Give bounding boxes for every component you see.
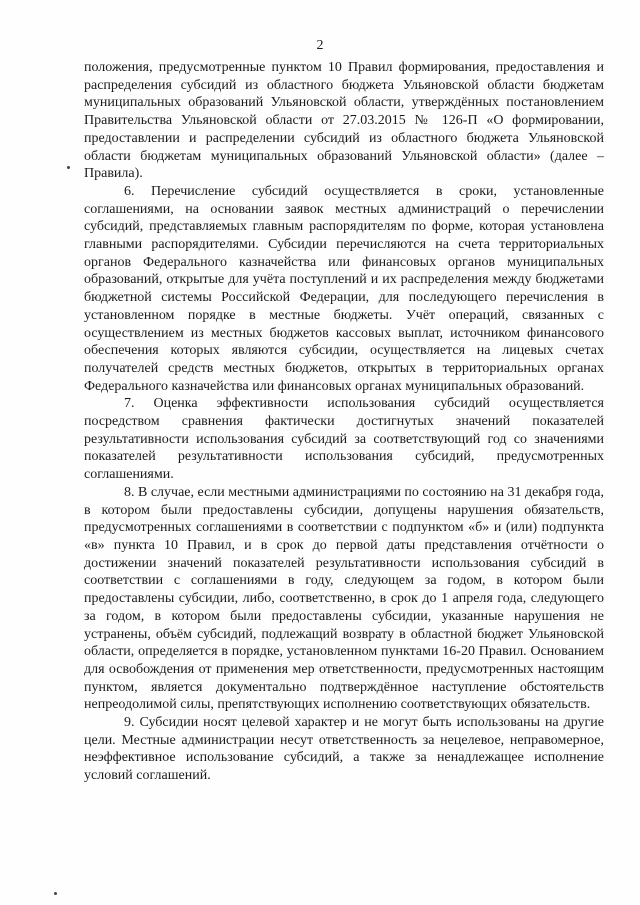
scan-speck xyxy=(67,166,70,169)
paragraph-item-6: 6. Перечисление субсидий осуществляется в сроки, установленные соглашениями, на основании заявок местных администраций о перечислении субсидий, представляемых главным распорядителям по форме, которая установлена главными распорядителями. Субсидии перечисляются на счета территориальных органов Федерального казначейства или финансовых органов муниципальных образований, открытые для учёта поступлений и их распределения между бюджетами бюджетной системы Российской Федерации, для последующего перечисления в установленном порядке в местные бюджеты. Учёт операций, связанных с осуществлением из местных бюджетов кассовых выплат, источником финансового обеспечения которых являются субсидии, осуществляется на лицевых счетах получателей средств местных бюджетов, открытых в территориальных органах Федерального казначейства или финансовых органах муниципальных образований. xyxy=(84,183,604,394)
scan-speck xyxy=(54,892,57,895)
paragraph-continuation: положения, предусмотренные пунктом 10 Правил формирования, предоставления и распределения субсидий из областного бюджета Ульяновской области бюджетам муниципальных образований Ульяновской области, утверждённых постановлением Правительства Ульяновской области от 27.03.2015 № 126-П «О формировании, предоставлении и распределении субсидий из областного бюджета Ульяновской области бюджетам муниципальных образований Ульяновской области» (далее – Правила). xyxy=(84,60,604,182)
paragraph-item-8: 8. В случае, если местными администрациями по состоянию на 31 декабря года, в котором были предоставлены субсидии, допущены нарушения обязательств, предусмотренных соглашениями в соответствии с подпунктом «б» и (или) подпункта «в» пункта 10 Правил, и в срок до первой даты представления отчётности о достижении значений показателей результативности использования субсидий в соответствии с соглашениями в году, следующем за годом, в котором были предоставлены субсидии, либо, соответственно, в срок до 1 апреля года, следующего за годом, в котором были предоставлены субсидии, указанные нарушения не устранены, объём субсидий, подлежащий возврату в областной бюджет Ульяновской области, определяется в порядке, установленном пунктами 16-20 Правил. Основанием для освобождения от применения мер ответственности, предусмотренных настоящим пунктом, является документально подтверждённое наступление обстоятельств непреодолимой силы, препятствующих исполнению соответствующих обязательств. xyxy=(84,484,604,713)
paragraph-item-7: 7. Оценка эффективности использования субсидий осуществляется посредством сравнения фактически достигнутых значений показателей результативности использования субсидий за соответствующий год со значениями показателей результативности использования субсидий, предусмотренных соглашениями. xyxy=(84,396,604,483)
document-body xyxy=(84,59,604,785)
page-number: 2 xyxy=(316,38,324,53)
paragraph-item-9: 9. Субсидии носят целевой характер и не могут быть использованы на другие цели. Местные администрации несут ответственность за нецелевое, неправомерное, неэффективное использование субсидий, а также за ненадлежащее исполнение условий соглашений. xyxy=(84,715,604,784)
